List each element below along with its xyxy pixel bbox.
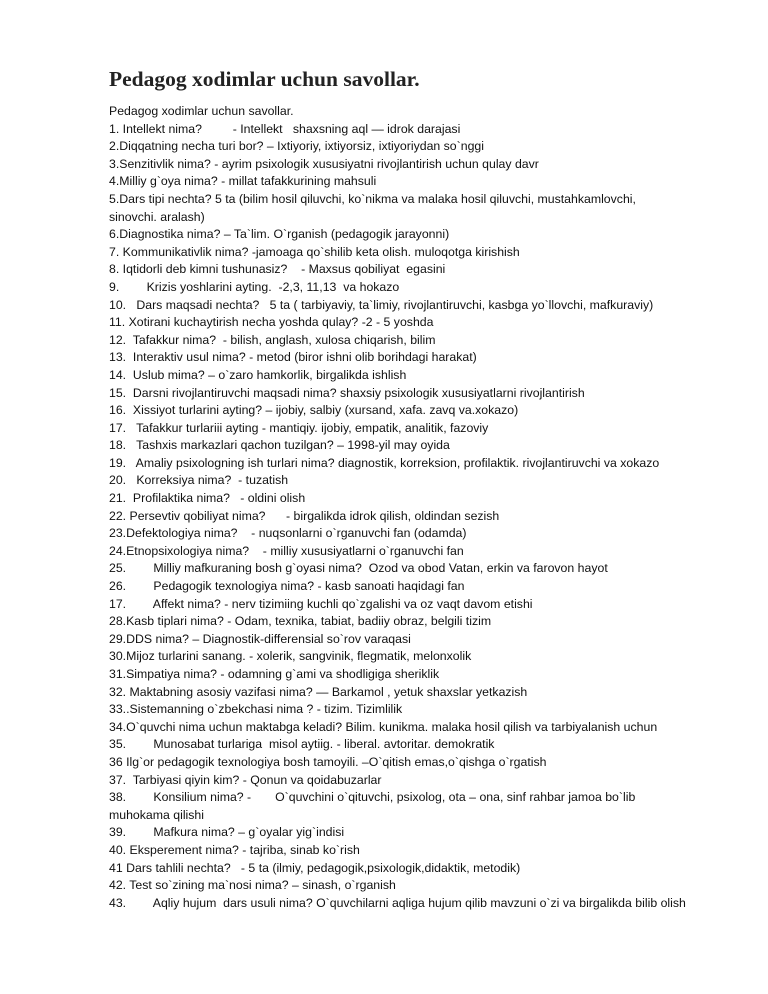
text-line: 42. Test so`zining ma`nosi nima? – sinash, o`rganish bbox=[109, 878, 396, 893]
text-line: 4.Milliy g`oya nima? - millat tafakkurining mahsuli bbox=[109, 174, 377, 189]
text-line: 24.Etnopsixologiya nima? - milliy xususiyatlarni o`rganuvchi fan bbox=[109, 543, 464, 558]
text-line: 5.Dars tipi nechta? 5 ta (bilim hosil qiluvchi, ko`nikma va malaka hosil qiluvchi, mustahkamlovchi, bbox=[109, 191, 636, 206]
text-line: Pedagog xodimlar uchun savollar. bbox=[109, 104, 294, 118]
text-line: 1. Intellekt nima? - Intellekt shaxsning aql — idrok darajasi bbox=[109, 121, 461, 136]
text-line: 20. Korreksiya nima? - tuzatish bbox=[109, 473, 289, 488]
document-body bbox=[109, 103, 749, 912]
text-line: 3.Senzitivlik nima? - ayrim psixologik xususiyatni rivojlantirish uchun qulay davr bbox=[109, 156, 539, 171]
text-line: 21. Profilaktika nima? - oldini olish bbox=[109, 491, 306, 506]
text-line: 28.Kasb tiplari nima? - Odam, texnika, tabiat, badiiy obraz, belgili tizim bbox=[109, 614, 492, 629]
text-line: 34.O`quvchi nima uchun maktabga keladi? Bilim. kunikma. malaka hosil qilish va tarbiyalanish uchun bbox=[109, 719, 658, 734]
text-line: 29.DDS nima? – Diagnostik-differensial so`rov varaqasi bbox=[109, 631, 411, 646]
text-line: 8. Iqtidorli deb kimni tushunasiz? - Maxsus qobiliyat egasini bbox=[109, 262, 446, 277]
text-line: 22. Persevtiv qobiliyat nima? - birgalikda idrok qilish, oldindan sezish bbox=[109, 508, 500, 523]
text-line: 38. Konsilium nima? - O`quvchini o`qituvchi, psixolog, ota – ona, sinf rahbar jamoa bo`lib bbox=[109, 790, 636, 805]
text-line: 11. Xotirani kuchaytirish necha yoshda qulay? -2 - 5 yoshda bbox=[109, 315, 434, 330]
text-line: 33..Sistemanning o`zbekchasi nima ? - tizim. Tizimlilik bbox=[109, 702, 403, 717]
text-line: 19. Amaliy psixologning ish turlari nima? diagnostik, korreksion, profilaktik. rivojlantiruvchi va xokazo bbox=[109, 455, 660, 470]
text-line: 35. Munosabat turlariga misol aytiig. - liberal. avtoritar. demokratik bbox=[109, 737, 495, 752]
document-title: Pedagog xodimlar uchun savollar. bbox=[109, 67, 420, 91]
text-line: 17. Affekt nima? - nerv tizimiing kuchli qo`zgalishi va oz vaqt davom etishi bbox=[109, 596, 533, 611]
text-line: 37. Tarbiyasi qiyin kim? - Qonun va qoidabuzarlar bbox=[109, 772, 382, 787]
text-line: sinovchi. aralash) bbox=[109, 209, 205, 224]
text-line: 15. Darsni rivojlantiruvchi maqsadi nima? shaxsiy psixologik xususiyatlarni rivojlantirish bbox=[109, 385, 585, 400]
text-line: 25. Milliy mafkuraning bosh g`oyasi nima? Ozod va obod Vatan, erkin va farovon hayot bbox=[109, 561, 608, 576]
text-line: 16. Xissiyot turlarini ayting? – ijobiy, salbiy (xursand, xafa. zavq va.xokazo) bbox=[109, 403, 519, 418]
text-line: 13. Interaktiv usul nima? - metod (biror ishni olib borihdagi harakat) bbox=[109, 350, 477, 365]
text-line: 17. Tafakkur turlariii ayting - mantiqiy. ijobiy, empatik, analitik, fazoviy bbox=[109, 420, 489, 435]
text-line: 41 Dars tahlili nechta? - 5 ta (ilmiy, pedagogik,psixologik,didaktik, metodik) bbox=[109, 860, 521, 875]
text-line: 12. Tafakkur nima? - bilish, anglash, xulosa chiqarish, bilim bbox=[109, 332, 436, 347]
text-line: 10. Dars maqsadi nechta? 5 ta ( tarbiyaviy, ta`limiy, rivojlantiruvchi, kasbga yo`llovchi, mafkuraviy) bbox=[109, 297, 654, 312]
text-line: 26. Pedagogik texnologiya nima? - kasb sanoati haqidagi fan bbox=[109, 579, 465, 594]
text-line: muhokama qilishi bbox=[109, 807, 205, 822]
text-line: 6.Diagnostika nima? – Ta`lim. O`rganish (pedagogik jarayonni) bbox=[109, 227, 450, 242]
text-line: 30.Mijoz turlarini sanang. - xolerik, sangvinik, flegmatik, melonxolik bbox=[109, 649, 472, 664]
text-line: 9. Krizis yoshlarini ayting. -2,3, 11,13 va hokazo bbox=[109, 279, 400, 294]
text-line: 23.Defektologiya nima? - nuqsonlarni o`rganuvchi fan (odamda) bbox=[109, 526, 467, 541]
text-line: 40. Eksperement nima? - tajriba, sinab ko`rish bbox=[109, 842, 360, 857]
text-line: 2.Diqqatning necha turi bor? – Ixtiyoriy, ixtiyorsiz, ixtiyoriydan so`nggi bbox=[109, 139, 484, 154]
text-line: 14. Uslub mima? – o`zaro hamkorlik, birgalikda ishlish bbox=[109, 367, 407, 382]
text-line: 43. Aqliy hujum dars usuli nima? O`quvchilarni aqliga hujum qilib mavzuni o`zi va birgalikda bilib olish bbox=[109, 895, 686, 910]
text-line: 36 Ilg`or pedagogik texnologiya bosh tamoyili. –O`qitish emas,o`qishga o`rgatish bbox=[109, 754, 547, 769]
text-line: 31.Simpatiya nima? - odamning g`ami va shodligiga sheriklik bbox=[109, 667, 440, 681]
text-line: 18. Tashxis markazlari qachon tuzilgan? – 1998-yil may oyida bbox=[109, 438, 450, 453]
text-line: 7. Kommunikativlik nima? -jamoaga qo`shilib keta olish. muloqotga kirishish bbox=[109, 244, 520, 259]
text-line: 32. Maktabning asosiy vazifasi nima? — Barkamol , yetuk shaxslar yetkazish bbox=[109, 684, 528, 699]
document-page bbox=[109, 64, 749, 912]
text-line: 39. Mafkura nima? – g`oyalar yig`indisi bbox=[109, 825, 345, 840]
